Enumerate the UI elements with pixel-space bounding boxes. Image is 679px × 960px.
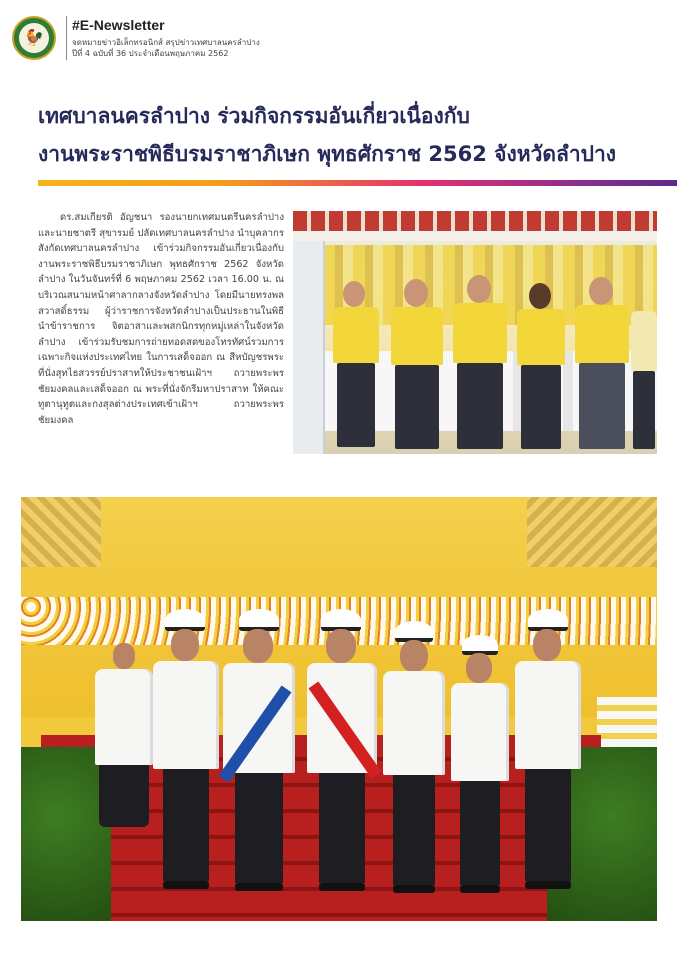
- official: [93, 635, 153, 885]
- city-logo: [12, 16, 56, 60]
- official: [153, 609, 219, 891]
- attendee: [631, 291, 657, 451]
- photo-officials-group: [21, 497, 657, 921]
- rooster-emblem-icon: 🐓: [24, 28, 44, 47]
- attendee: [389, 279, 445, 451]
- attendee: [515, 283, 567, 451]
- article-title-line-1: เทศบาลนครลำปาง ร่วมกิจกรรมอันเกี่ยวเนื่องกับ: [38, 104, 470, 128]
- official: [451, 635, 509, 893]
- attendee: [451, 275, 509, 451]
- article-body: ดร.สมเกียรติ อัญชนา รองนายกเทศมนตรีนครลำปาง และนายชาตรี สุขารมย์ ปลัดเทศบาลนครลำปาง นำบุคลากรสังกัดเทศบาลนครลำปาง เข้าร่วมกิจกรรมอันเกี่ยวเนื่องกับงานพระราชพิธีบรมราชาภิเษก พุทธศักราช 2562 จังหวัดลำปาง ในวันจันทร์ที่ 6 พฤษภาคม 2562 เวลา 16.00 น. ณ บริเวณสนามหน้าศาลากลางจังหวัดลำปาง โดยมีนายทรงพล สวาสดิ์ธรรม ผู้ว่าราชการจังหวัดลำปางเป็นประธานในพิธี นำข้าราชการ จิตอาสาและพสกนิกรทุกหมู่เหล่าในจังหวัดลำปาง เข้าร่วมรับชมการถ่ายทอดสดของโทรทัศน์รวมการเฉพาะกิจแห่งประเทศไทย ในการเสด็จออก ณ สีหบัญชรพระที่นั่งสุทไธสวรรย์ปราสาทให้ประชาชนเฝ้าฯ ถวายพระพรชัยมงคลและเสด็จออก ณ พระที่นั่งจักรีมหาปราสาท ให้คณะทูตานุทูตและกงสุลต่างประเทศเข้าเฝ้าฯ ถวายพระพรชัยมงคล: [38, 212, 284, 426]
- attendee: [573, 277, 631, 451]
- header-divider: [66, 16, 67, 60]
- article-title: [38, 97, 663, 173]
- newsletter-header: [10, 14, 670, 64]
- attendee: [331, 281, 381, 451]
- article-title-line-2: งานพระราชพิธีบรมราชาภิเษก พุทธศักราช 2562 จังหวัดลำปาง: [38, 142, 617, 166]
- official: [307, 609, 377, 893]
- newsletter-title: #E-Newsletter: [72, 17, 165, 33]
- newsletter-subtitle: จดหมายข่าวอิเล็กทรอนิกส์ สรุปข่าวเทศบาลนครลำปาง: [72, 38, 260, 47]
- official: [515, 609, 581, 891]
- photo-seated-attendees: [293, 211, 657, 454]
- gradient-divider: [38, 180, 677, 186]
- newsletter-issue: ปีที่ 4 ฉบับที่ 36 ประจำเดือนพฤษภาคม 2562: [72, 49, 229, 58]
- official: [383, 621, 445, 893]
- official: [223, 609, 295, 893]
